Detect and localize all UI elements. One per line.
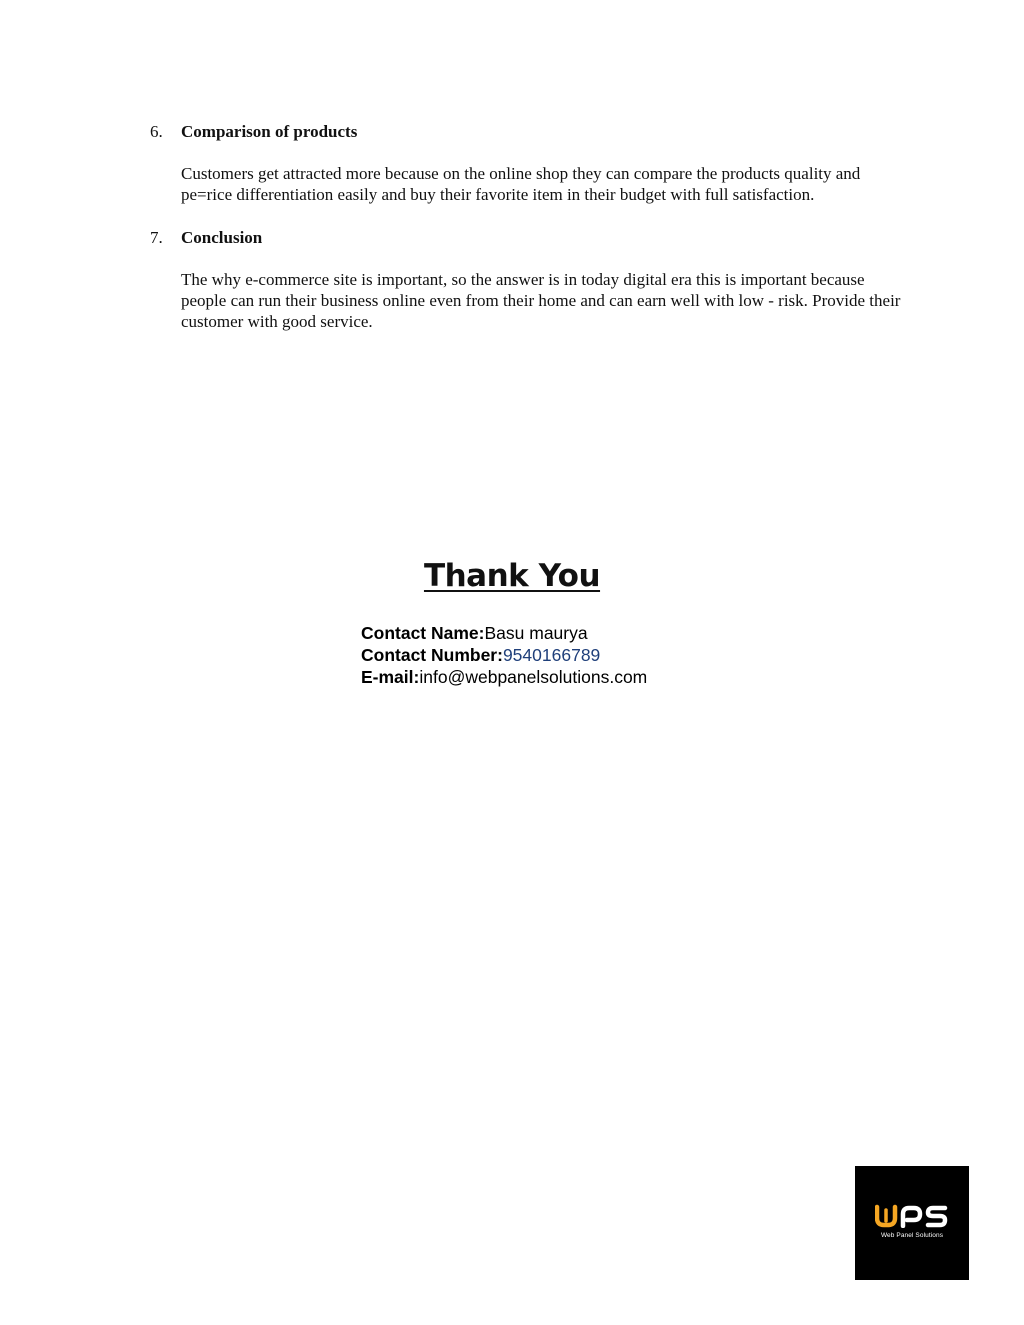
contact-email-row xyxy=(361,666,647,688)
thank-you-heading: Thank You xyxy=(423,558,601,594)
contact-number-row xyxy=(361,644,647,666)
contact-name-value: Basu maurya xyxy=(484,623,588,643)
wps-logo-icon xyxy=(875,1204,949,1228)
section-number: 6. xyxy=(150,122,163,141)
section-title: Comparison of products xyxy=(181,122,358,141)
logo-tagline: Web Panel Solutions xyxy=(880,1232,944,1239)
section-title: Conclusion xyxy=(181,228,263,247)
contact-number-link[interactable]: 9540166789 xyxy=(502,645,601,665)
contact-block xyxy=(361,622,647,688)
section-body-comparison: Customers get attracted more because on the online shop they can compare the products quality and pe=rice differentiation easily and buy their favorite item in their budget with full satisfaction. xyxy=(181,164,861,204)
contact-number-label: Contact Number: xyxy=(361,645,503,665)
section-heading-conclusion xyxy=(150,227,262,249)
contact-email-label: E-mail: xyxy=(361,667,420,687)
section-heading-comparison xyxy=(150,121,357,143)
contact-name-row xyxy=(361,622,647,644)
company-logo xyxy=(855,1166,969,1280)
section-body-conclusion: The why e-commerce site is important, so the answer is in today digital era this is important because people can run their business online even from their home and can earn well with low - risk. Provide their customer with good service. xyxy=(181,270,901,331)
contact-email-value: info@webpanelsolutions.com xyxy=(419,667,648,687)
section-number: 7. xyxy=(150,228,163,247)
contact-name-label: Contact Name: xyxy=(361,623,485,643)
